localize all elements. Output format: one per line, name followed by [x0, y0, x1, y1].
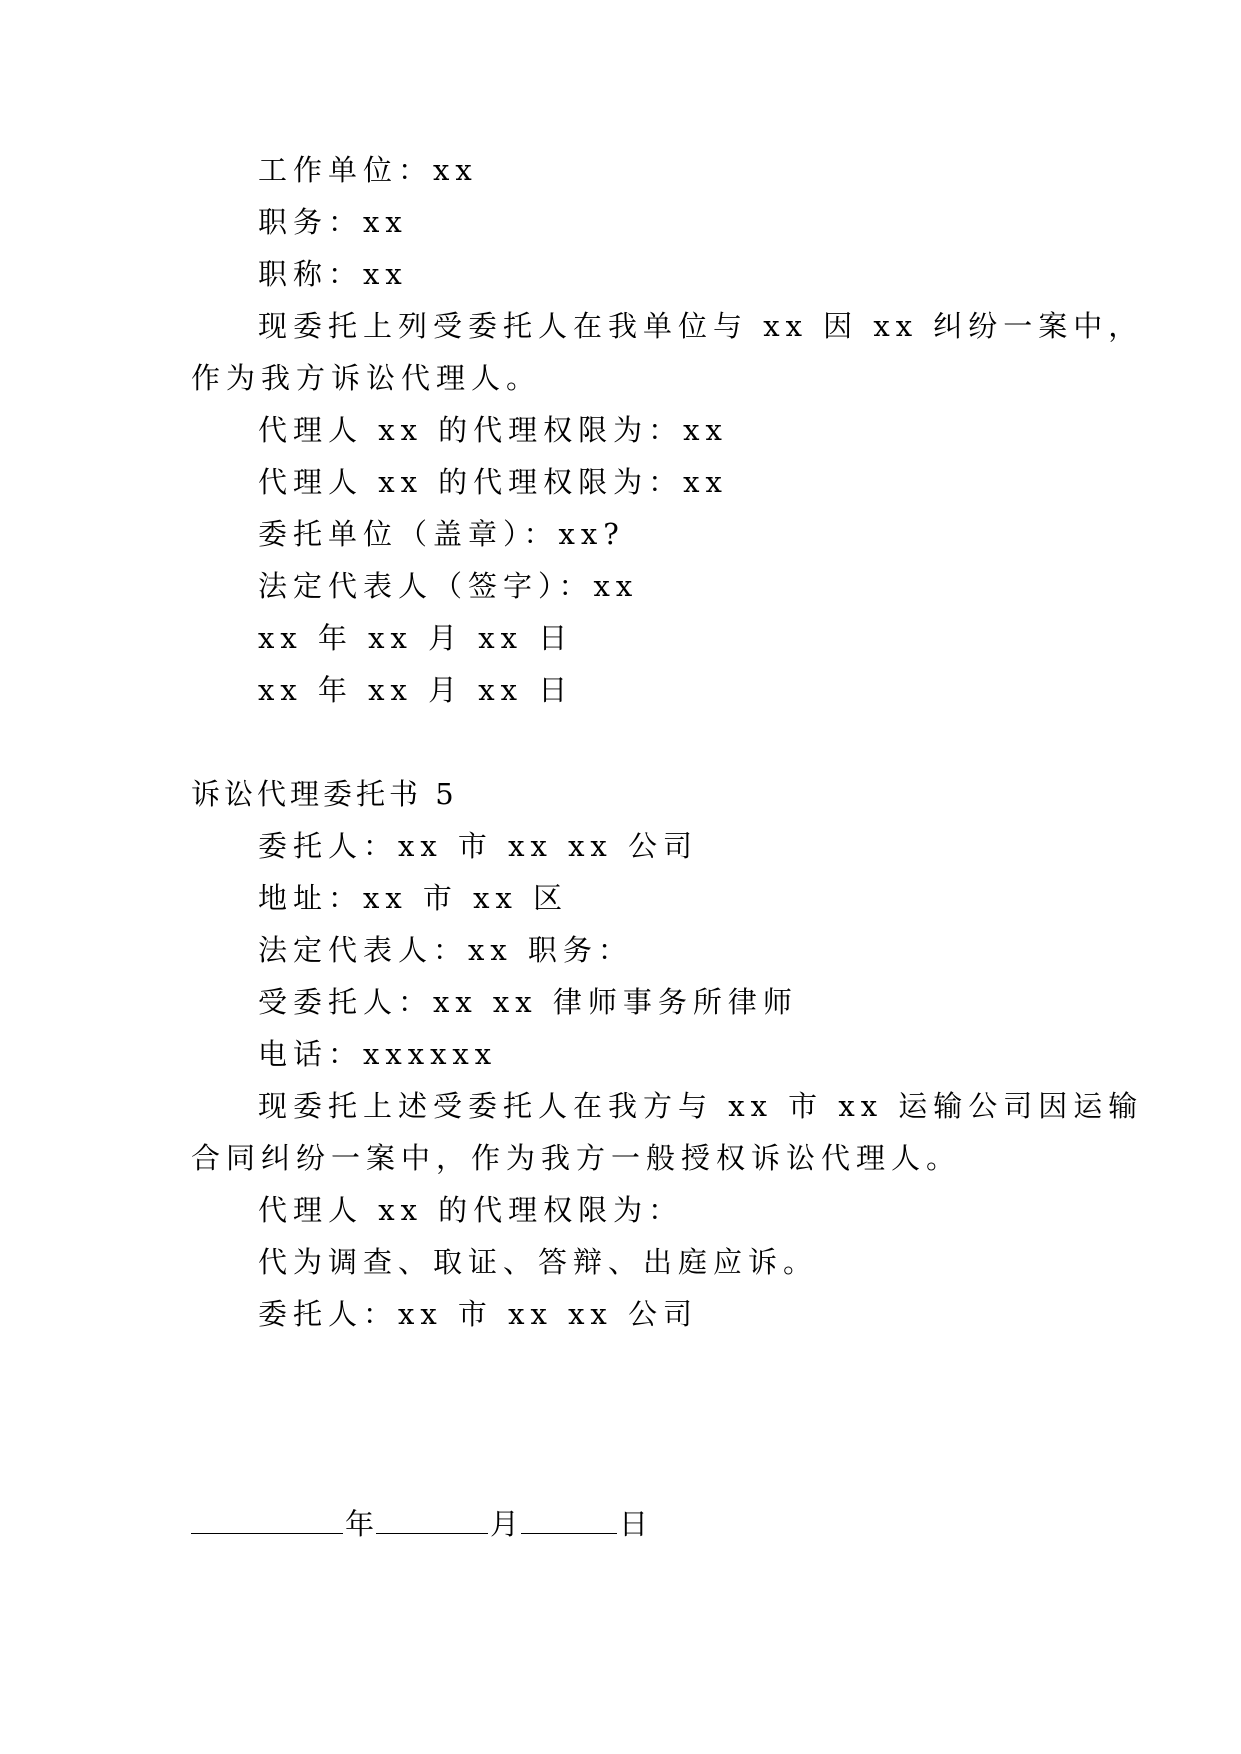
entrust-paragraph-line-2: 作为我方诉讼代理人。 [191, 361, 542, 395]
legal-representative-line: 法定代表人：xx 职务： [258, 933, 633, 967]
principal-line: 委托人：xx 市 xx xx 公司 [258, 829, 699, 863]
address-line: 地址：xx 市 xx 区 [258, 881, 569, 915]
agent-authority-line-1: 代理人 xx 的代理权限为：xx [258, 413, 728, 447]
authority-items-line: 代为调查、取证、答辩、出庭应诉。 [258, 1245, 819, 1279]
entrust-paragraph-line-1: 现委托上述受委托人在我方与 xx 市 xx 运输公司因运输 [258, 1089, 1144, 1123]
entrust-paragraph-line-2: 合同纠纷一案中，作为我方一般授权诉讼代理人。 [191, 1141, 962, 1175]
month-blank [376, 1507, 488, 1534]
professional-title-line: 职称：xx [258, 257, 408, 291]
day-blank [521, 1507, 617, 1534]
agent-authority-line-2: 代理人 xx 的代理权限为：xx [258, 465, 728, 499]
principal-signature-line: 委托人：xx 市 xx xx 公司 [258, 1297, 699, 1331]
authority-label-line: 代理人 xx 的代理权限为： [258, 1193, 684, 1227]
date-line-2: xx 年 xx 月 xx 日 [258, 673, 574, 707]
agent-line: 受委托人：xx xx 律师事务所律师 [258, 985, 798, 1019]
entrust-paragraph-line-1: 现委托上列受委托人在我单位与 xx 因 xx 纠纷一案中， [258, 309, 1144, 343]
month-label: 月 [490, 1507, 520, 1541]
entrusting-unit-seal-line: 委托单位（盖章）：xx? [258, 517, 625, 551]
signature-date-row [191, 1506, 650, 1542]
year-blank [191, 1507, 343, 1534]
legal-representative-signature-line: 法定代表人（签字）：xx [258, 569, 639, 603]
section-heading: 诉讼代理委托书 5 [191, 777, 458, 811]
work-unit-line: 工作单位：xx [258, 153, 478, 187]
day-label: 日 [619, 1507, 649, 1541]
position-line: 职务：xx [258, 205, 408, 239]
phone-line: 电话：xxxxxx [258, 1037, 498, 1071]
date-line-1: xx 年 xx 月 xx 日 [258, 621, 574, 655]
year-label: 年 [345, 1507, 375, 1541]
